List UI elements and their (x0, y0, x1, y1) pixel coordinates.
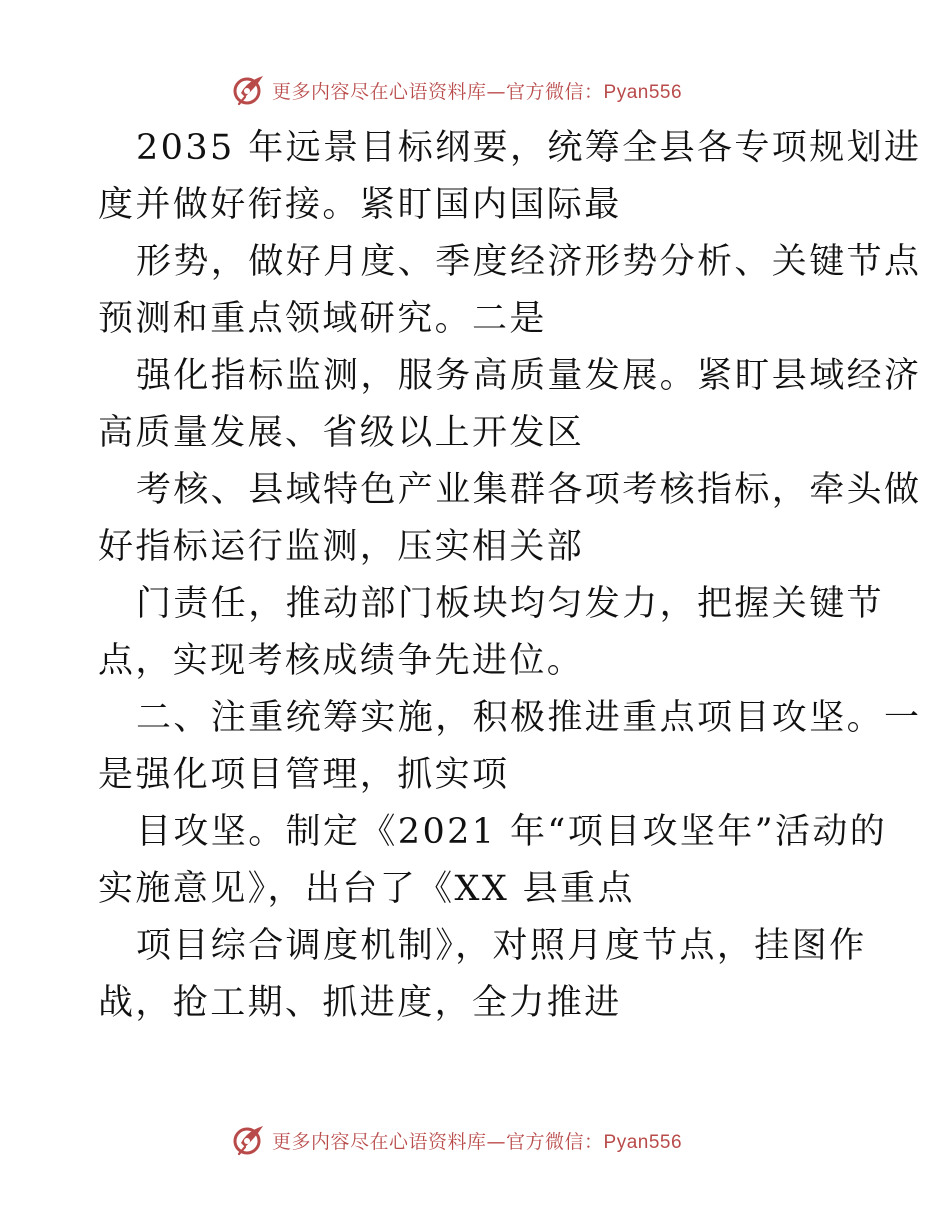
quill-logo-icon (232, 73, 266, 107)
paragraph-line: 形势，做好月度、季度经济形势分析、关键节点 (136, 242, 922, 282)
paragraph (98, 462, 922, 576)
paragraph (98, 348, 922, 462)
watermark-wechat-id: Pyan556 (603, 81, 683, 103)
paragraph-line: 度并做好衔接。紧盯国内国际最 (98, 185, 622, 225)
paragraph-line: 强化指标监测，服务高质量发展。紧盯县域经济 (136, 356, 922, 396)
watermark-text: 更多内容尽在心语资料库—官方微信：Pyan556 (272, 1130, 683, 1153)
paragraph-line: 2035 年远景目标纲要，统筹全县各专项规划进 (136, 128, 922, 168)
paragraph (98, 120, 922, 234)
paragraph-line: 二、注重统筹实施，积极推进重点项目攻坚。一 (136, 698, 922, 738)
watermark-header (232, 72, 682, 108)
paragraph-line: 是强化项目管理，抓实项 (98, 755, 510, 795)
paragraph (98, 234, 922, 348)
quill-logo-icon (232, 1123, 266, 1157)
watermark-text: 更多内容尽在心语资料库—官方微信：Pyan556 (272, 80, 683, 103)
paragraph-line: 预测和重点领域研究。二是 (98, 299, 547, 339)
paragraph-line: 高质量发展、省级以上开发区 (98, 413, 585, 453)
watermark-wechat-id: Pyan556 (603, 1131, 683, 1153)
paragraph (98, 576, 885, 690)
paragraph-line: 门责任，推动部门板块均匀发力，把握关键节 (136, 584, 885, 624)
paragraph-line: 点，实现考核成绩争先进位。 (98, 641, 585, 681)
paragraph (98, 918, 867, 1032)
paragraph-line: 战，抢工期、抓进度，全力推进 (98, 983, 622, 1023)
paragraph (98, 804, 888, 918)
paragraph (98, 690, 922, 804)
document-body (98, 120, 922, 1032)
paragraph-line: 好指标运行监测，压实相关部 (98, 527, 585, 567)
paragraph-line: 项目综合调度机制》，对照月度节点，挂图作 (136, 926, 867, 966)
watermark-footer (232, 1122, 682, 1158)
paragraph-line: 实施意见》，出台了《XX 县重点 (98, 869, 635, 909)
paragraph-line: 考核、县域特色产业集群各项考核指标，牵头做 (136, 470, 922, 510)
paragraph-line: 目攻坚。制定《2021 年“项目攻坚年”活动的 (136, 812, 888, 852)
